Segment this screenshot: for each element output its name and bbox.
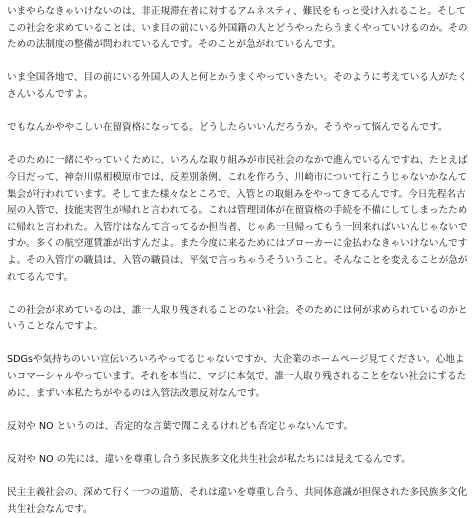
paragraph-amnesty: いまやらなきゃいけないのは、非正規滞在者に対するアムネスティ、難民をもっと受け入れること。そしてこの社会を求めていることは、いま目の前にいる外国籍の人とどうやったらうまくやっていけるのか。そのための法制度の整備が問われているんです。そのことが急がれているんです。 <box>7 6 468 51</box>
paragraph-sdgs: SDGsや気持ちのいい宣伝いろいろやってるじゃないですか、大企業のホームページ見てください。心地よいコマーシャルやっています。それを本当に、マジに本気で、誰一人取り残されることをない社会にするために、まずい本私たちがやるのは入管法改悪反対なんです。 <box>7 354 467 399</box>
paragraph-beyond-no: 反対や NO の先には、違いを尊重し合う多民族多文化共生社会が私たちには見えてるんです。 <box>7 454 411 466</box>
paragraph-democracy: 民主主義社会の、深めて行く一つの道筋、それは違いを尊重し合う、共同体意識が担保された多民族多文化共生社会なんです。 <box>7 487 468 515</box>
paragraph-residence-status: でもなんかややこしい在留資格になってる。どうしたらいいんだろうか。そうやって悩んでるんです。 <box>7 122 448 134</box>
paragraph-opposition: 反対や NO というのは、否定的な言葉で聞こえるけれども否定じゃないんです。 <box>7 420 354 432</box>
paragraph-civil-society: そのために一緒にやっていくために、いろんな取り組みが市民社会のなかで進んでいるんですね、たとえば今日だって、神奈川県相模原市では、反差別条例、これを作ろう、川崎市について行こうじゃないかなんて集会が行われています。そしてまた様々なところで、入管との取組みをやってきてるんです。今日先程名古屋の入管で、技能実習生が帰れと言われてる。これは管理団体が在留資格の手続を不備にしてしまったために帰れと言われた。入管庁はなんて言ってるか担当者、じゃあ一旦帰ってもう一回来ればいいんじゃないですか。多くの航空運賃誰が出すんだよ。また今度に来るためにはブローカーに金払わなきゃいけないんですよ。その入管庁の職員は、入管の職員は、平気で言っちゃうそういうこと。そんなことを変えることが急がれてるんです。 <box>7 155 468 283</box>
paragraph-no-one-left-behind: この社会が求めているのは、誰一人取り残されることのない社会。そのためには何が求められているのかということなんですよ。 <box>7 304 468 333</box>
paragraph-nationwide: いま全国各地で、目の前にいる外国人の人と何とかうまくやっていきたい。そのように考えている人がたくさんいるんですよ。 <box>7 72 468 100</box>
document-body <box>7 4 471 518</box>
